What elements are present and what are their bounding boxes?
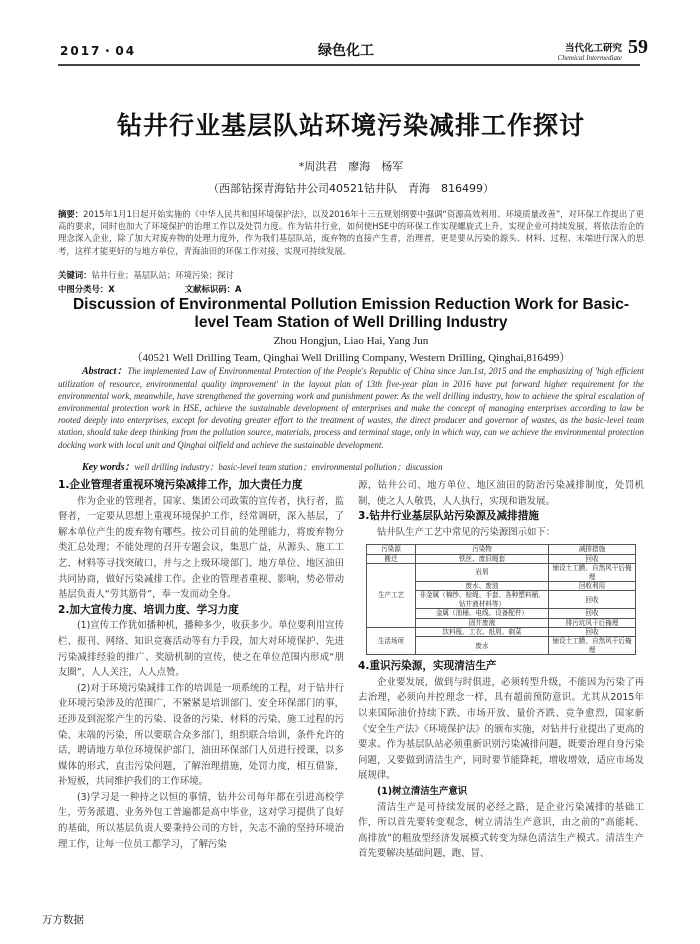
section-heading-3: 3.钻井行业基层队站污染源及减排措施 <box>358 510 539 523</box>
abstract-en: Abstract：The implemented Law of Environmental Protection of the People's Republic of China since Jan.1st, 2015 and the emphasizing of 'high efficient utilization of resource, environmental quality improvement' in the layout plan of 13th five-year plan in 2016 have put forward higher requirement for the environmental work, meanwhile, have strengthened the governing work and punishment power. As the well drilling industry, how to achieve the spiral escalation of environmental protection work in HSE, achieve the sustainable development of enterprises and make the concept of managing enterprises according to law be rooted deeply into enterprises, except for devoting greater effort to the treatment of wastes, the direct producer and governor of wastes, as the basic-level team station, should take deep thinking from the pollution source, materials, process and terminal stage, only in which way, can we achieve the environmental protection docking work with local unit and Qinghai oilfield and achieve the sustainable development. <box>58 366 644 450</box>
paragraph: (2)对于环境污染减排工作的培训是一项系统的工程，对于钻井行业环境污染涉及的范围广，不紧紧是培训部门、安全环保部门的事，还涉及到泥浆产生的污染、设备的污染、材料的污染、施工过程的污染、末端的污染，所以要联合众多部门，组织联合培训，条件允许的话，聘请地方单位环境保护部门，油田环保部门人员进行授课，以多媒体的形式，直击污染问题，了解治理措施，处罚力度，相互借鉴，补短板，共同维护我们的工作环境。 <box>58 682 344 788</box>
table-cell: 废水 <box>416 637 549 655</box>
classification <box>58 283 644 295</box>
brand-en: Chemical Intermediate <box>557 54 622 62</box>
abstract-en-text: The implemented Law of Environmental Protection of the People's Republic of China since Jan.1st, 2015 and the emphasizing of 'high efficient utilization of resource, environmental quality improvement' in the layout plan of 13th five-year plan in 2016 have put forward higher requirement for the environmental work, meanwhile, have strengthened the governing work and punishment power. As the well drilling industry, how to achieve the spiral escalation of environmental protection work in HSE, achieve the sustainable development of enterprises and make the concept of managing enterprises according to law be rooted deeply into enterprises, except for devoting greater effort to the treatment of wastes, the direct producer and governor of wastes, as the basic-level team station, should take deep thinking from the pollution source, materials, process and terminal stage, only in which way, can we achieve the environmental protection docking work with local unit and Qinghai oilfield and achieve the sustainable development. <box>58 366 644 450</box>
journal-section: 绿色化工 <box>318 43 374 59</box>
abstract-cn-text: 2015年1月1日起开始实施的《中华人民共和国环境保护法》，以及2016年十三五规划纲要中强调“资源高效利用、环境质量改善”，对环保工作提出了更高的要求，同时也加大了环境保护的治理工作以及处罚力度。作为钻井行业，如何使HSE中的环保工作实现螺旋式上升，实现企业可持续发展，将依法治企的理念深入企业，除了加大对废弃物的处理力度外，作为我们基层队站，废弃物的直接产生者，治理者，更是要从污染的源头、材料、过程、末端进行深入的思考，这样才能更好的与地方单位，青海油田的环保工作对接，实现可持续发展。 <box>58 209 645 256</box>
keywords-en-text: well drilling industry；basic-level team station；environmental pollution；discussion <box>134 462 443 472</box>
paragraph: 清洁生产是可持续发展的必经之路，是企业污染减排的基础工作，所以首先要转变观念，树立清洁生产意识，由之前的“高能耗、高排放”的粗放型经济发展模式转变为绿色清洁生产模式。清洁生产首先要解决基础问题，跑、冒、 <box>358 801 644 860</box>
clc-number: 中图分类号：X <box>58 284 115 294</box>
journal-brand <box>536 40 622 62</box>
header-rule <box>58 64 640 66</box>
footer-source: 万方数据 <box>42 914 84 926</box>
keywords-en-label: Key words <box>82 462 125 473</box>
table-cell: 非金属（棉纱、棕绳、手套、各种塑料桶、钻井液材料等） <box>416 591 549 609</box>
paragraph: (1)宣传工作犹如播种机，播种多少，收获多少。单位要利用宣传栏、报刊、网络、知识竞赛活动等有力手段，加大对环境保护、先进污染减排经验的推广、奖励机制的宣传，使之在单位范围内形成“朋友圈”，人人关注，人人点赞。 <box>58 620 344 679</box>
table-cell: 废水、废油 <box>416 582 549 591</box>
abstract-cn-label: 摘要： <box>58 209 84 219</box>
paragraph: 作为企业的管理者，国家、集团公司政策的宣传者，执行者，监督者，一定要从思想上重视环境保护工作，经常调研，深入基层，了解本单位产生的废弃物有哪些。按公司目前的处理能力，将废弃物分类汇总处理；不能处理的召开专题会议，集思广益，从源头、施工工艺、材料等寻找突破口，并与之上级环境部门、地方单位、地区油田共同协商，做好污染减排工作。企业的管理者重视、影响，势必带动基层负责人“劳其筋骨”，奉一发而动全身。 <box>58 495 344 601</box>
body-left-column <box>58 478 344 852</box>
affiliation-en: （40521 Well Drilling Team, Qinghai Well Drilling Company, Western Drilling, Qinghai,816499） <box>131 352 571 364</box>
body-right-column <box>358 478 644 862</box>
paragraph: 源，钻井公司、地方单位、地区油田的防治污染减排制度，处罚机制，使之人人敬畏，人人执行，实现和谐发展。 <box>358 480 644 507</box>
doc-code: 文献标识码：A <box>184 284 242 294</box>
authors: *周洪君 廖海 杨军 <box>298 160 404 173</box>
table-cell: 饮料瓶、工衣、纸屑、剩菜 <box>416 628 549 637</box>
table-cell: 回收 <box>549 554 636 563</box>
paragraph: 企业要发展，做到与时俱进，必须转型升级，不能因为污染了再去治理，必须向并控理念一样，具有超前预防意识。尤其从2015年以来国际油价持续下跌、市场开放、量价齐跌、竞争愈烈，国家新《安全生产法》《环境保护法》的颁布实施，对钻井行业提出了更高的要求。作为基层队站必须重新识别污染减排问题，既要治理自身污染问题，又要做到清洁生产，同时要节能降耗，增收增效，适应市场发展规律。 <box>358 676 644 782</box>
table-cell: 岩屑 <box>416 564 549 582</box>
table-cell: 铺设土工膜、自然风干后掩埋 <box>549 564 636 582</box>
section-heading-4: 4.重识污染源，实现清洁生产 <box>358 660 497 673</box>
keywords-cn-text: 钻井行业；基层队站；环境污染；探讨 <box>91 270 234 280</box>
table-cell: 回收 <box>549 628 636 637</box>
table-cell: 回收 <box>549 591 636 609</box>
keywords-en: Key words：well drilling industry；basic-level team station；environmental pollution；discussion <box>82 462 443 473</box>
article-title-en: Discussion of Environmental Pollution Emission Reduction Work for Basic-level Team Station of Well Drilling Industry <box>72 296 630 331</box>
keywords-cn <box>58 269 644 281</box>
section-heading-1: 1.企业管理者重视环境污染减排工作，加大责任力度 <box>58 479 303 491</box>
table-header: 污染物 <box>416 545 549 554</box>
abstract-en-label: Abstract <box>82 366 117 377</box>
table-cell: 生活场所 <box>367 628 416 655</box>
section-heading-2: 2.加大宣传力度、培训力度、学习力度 <box>58 603 239 616</box>
table-row <box>367 564 636 582</box>
table-cell: 搬迁 <box>367 554 416 563</box>
issue-label: 2017・04 <box>60 44 137 58</box>
article-title: 钻井行业基层队站环境污染减排工作探讨 <box>116 111 585 140</box>
pollution-source-table <box>366 544 636 655</box>
table-cell: 排污坑风干后掩埋 <box>549 618 636 627</box>
paragraph: 钻井队生产工艺中常见的污染源图示如下： <box>377 526 556 538</box>
table-header: 污染源 <box>367 545 416 554</box>
affiliation: （西部钻探青海钻井公司40521钻井队 青海 816499） <box>208 182 494 195</box>
table-cell: 回收 <box>549 609 636 618</box>
table-cell: 铁丝、废旧绳套 <box>416 554 549 563</box>
authors-en: Zhou Hongjun, Liao Hai, Yang Jun <box>273 335 429 347</box>
abstract-cn <box>58 208 644 257</box>
table-cell: 固井废液 <box>416 618 549 627</box>
table-cell: 金属（油桶、电线、设备配件） <box>416 609 549 618</box>
table-cell: 铺设土工膜、自然风干后掩埋 <box>549 637 636 655</box>
table-cell: 生产工艺 <box>367 564 416 628</box>
paragraph: (3)学习是一种持之以恒的事情，钻井公司每年都在引进高校学生，劳务派遣、业务外包工普遍都是高中毕业，这对学习提供了良好的基础，所以基层负责人要秉持公司的方针，矢志不渝的坚持环境治理工作，让每一位员工都学习，了解污染 <box>58 791 344 850</box>
subsection-heading: (1)树立清洁生产意识 <box>377 786 468 797</box>
keywords-cn-label: 关键词： <box>58 270 92 280</box>
table-cell: 回收利用 <box>549 582 636 591</box>
brand-cn: 当代化工研究 <box>564 43 622 54</box>
table-row <box>367 628 636 637</box>
table-header: 减排措施 <box>549 545 636 554</box>
page-number: 59 <box>628 36 648 58</box>
table-row <box>367 554 636 563</box>
